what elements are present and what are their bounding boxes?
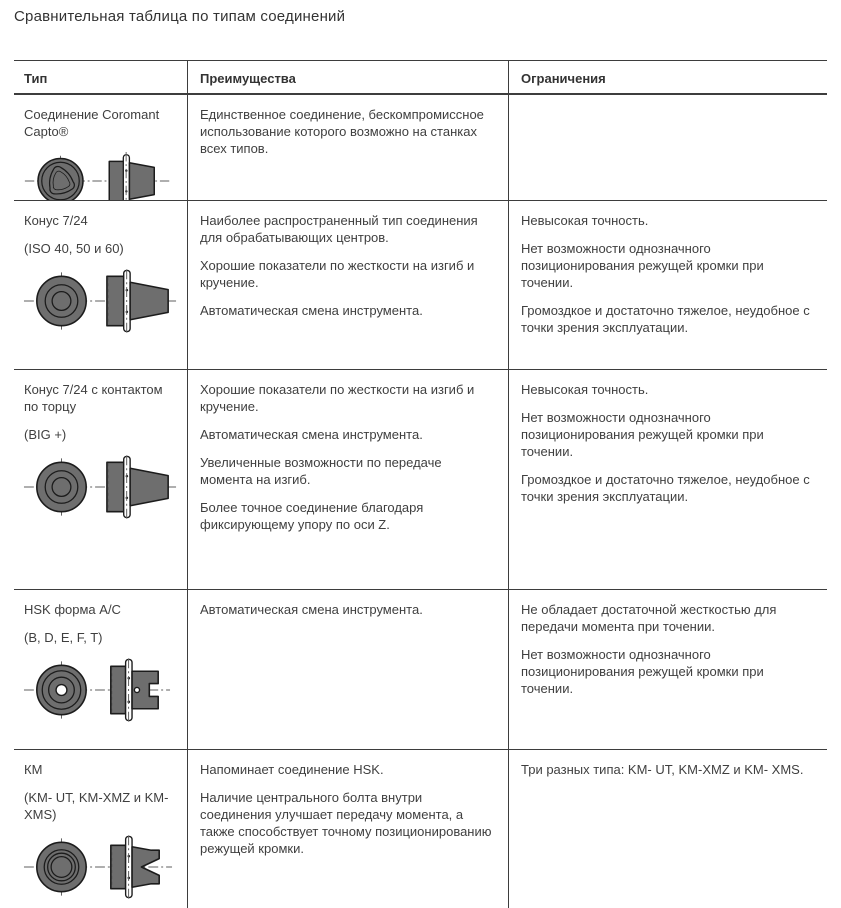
cell-paragraph: Напоминает соединение HSK.: [200, 762, 384, 778]
type-name: Конус 7/24 с контактом по торцу: [24, 382, 163, 415]
cell-paragraph: Единственное соединение, бескомпромиссное использование которого возможно на станках всех типов.: [200, 107, 484, 156]
type-cell: [14, 750, 187, 908]
cell-paragraph: Громоздкое и достаточно тяжелое, неудобное с точки зрения эксплуатации.: [521, 303, 810, 335]
cell-paragraph: Хорошие показатели по жесткости на изгиб и кручение.: [200, 258, 475, 290]
type-cell: [14, 95, 187, 200]
type-variants: (KM- UT, KM-XMZ и KM-XMS): [24, 790, 169, 823]
type-name: Конус 7/24: [24, 213, 88, 228]
advantages-cell: [187, 750, 508, 908]
table-header-row: [14, 61, 827, 95]
type-cell: [14, 370, 187, 588]
table-row: [14, 750, 827, 908]
limitations-cell: [508, 201, 827, 369]
type-variants: (ISO 40, 50 и 60): [24, 241, 124, 256]
cell-paragraph: Громоздкое и достаточно тяжелое, неудобное с точки зрения эксплуатации.: [521, 472, 810, 505]
page-title: Сравнительная таблица по типам соединений: [14, 8, 346, 25]
km-drawing-icon: [22, 834, 174, 900]
table-row: [14, 95, 827, 201]
comparison-table: [14, 60, 827, 908]
type-name: HSK форма А/С: [24, 601, 121, 617]
column-header-limitations: Ограничения: [508, 61, 827, 93]
cell-paragraph: Наличие центрального болта внутри соединения улучшает передачу момента, а также способствует точному позиционированию режущей кромки.: [200, 790, 492, 857]
cell-paragraph: Нет возможности однозначного позиционирования режущей кромки при точении.: [521, 410, 764, 460]
cell-paragraph: Хорошие показатели по жесткости на изгиб и кручение.: [200, 382, 475, 415]
advantages-cell: [187, 370, 508, 588]
advantages-cell: [187, 590, 508, 749]
column-header-type: Тип: [24, 71, 48, 86]
limitations-cell: [508, 590, 827, 749]
coromant-capto-drawing-icon: [22, 151, 174, 200]
type-variants: (BIG +): [24, 427, 67, 443]
cell-paragraph: Наиболее распространенный тип соединения для обрабатывающих центров.: [200, 213, 478, 245]
type-variants: (B, D, E, F, T): [24, 629, 103, 645]
limitations-cell: [508, 370, 827, 588]
cell-paragraph: Три разных типа: KM- UT, KM-XMZ и KM- XMS.: [521, 762, 804, 778]
advantages-cell: [187, 95, 508, 200]
cell-paragraph: Невысокая точность.: [521, 382, 649, 398]
hsk-drawing-icon: [22, 657, 172, 723]
cell-paragraph: Увеличенные возможности по передаче момента на изгиб.: [200, 455, 442, 488]
type-name: КМ: [24, 762, 43, 778]
cell-paragraph: Автоматическая смена инструмента.: [200, 601, 423, 617]
type-name: Соединение Coromant Capto®: [24, 107, 160, 139]
advantages-cell: [187, 201, 508, 369]
cell-paragraph: Нет возможности однозначного позиционирования режущей кромки при точении.: [521, 241, 764, 290]
cell-paragraph: Автоматическая смена инструмента.: [200, 427, 423, 443]
table-row: [14, 201, 827, 370]
table-row: [14, 370, 827, 589]
taper-7-24-big-plus-drawing-icon: [22, 454, 180, 520]
cell-paragraph: Автоматическая смена инструмента.: [200, 303, 423, 318]
column-header-advantages: Преимущества: [187, 61, 508, 93]
type-cell: [14, 590, 187, 749]
taper-7-24-drawing-icon: [22, 268, 180, 334]
type-cell: [14, 201, 187, 369]
table-row: [14, 590, 827, 750]
cell-paragraph: Нет возможности однозначного позиционирования режущей кромки при точении.: [521, 646, 764, 696]
cell-paragraph: Невысокая точность.: [521, 213, 649, 228]
limitations-cell: [508, 750, 827, 908]
cell-paragraph: Не обладает достаточной жесткостью для передачи момента при точении.: [521, 601, 777, 634]
limitations-cell: [508, 95, 827, 200]
cell-paragraph: Более точное соединение благодаря фиксирующему упору по оси Z.: [200, 500, 424, 533]
